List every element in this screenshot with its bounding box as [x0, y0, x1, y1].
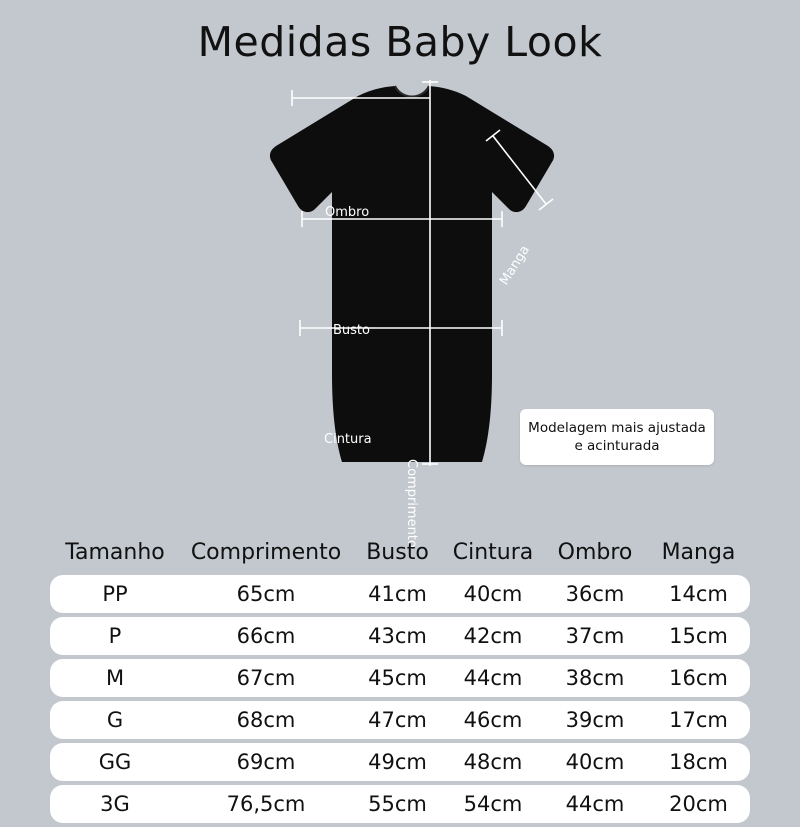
cell-busto: 43cm	[352, 617, 443, 655]
cell-manga: 16cm	[647, 659, 750, 697]
shirt-diagram	[0, 74, 800, 548]
cell-manga: 14cm	[647, 575, 750, 613]
cell-comprimento: 76,5cm	[180, 785, 352, 823]
cell-comprimento: 69cm	[180, 743, 352, 781]
cell-cintura: 46cm	[443, 701, 543, 739]
cell-size: P	[50, 617, 180, 655]
cell-cintura: 42cm	[443, 617, 543, 655]
cell-comprimento: 66cm	[180, 617, 352, 655]
cell-busto: 55cm	[352, 785, 443, 823]
cell-busto: 41cm	[352, 575, 443, 613]
cell-ombro: 39cm	[543, 701, 647, 739]
column-header-ombro: Ombro	[557, 540, 633, 565]
cell-cintura: 48cm	[443, 743, 543, 781]
table-row	[50, 701, 750, 739]
column-header-cintura: Cintura	[452, 540, 534, 565]
cell-ombro: 44cm	[543, 785, 647, 823]
table-row	[50, 785, 750, 823]
label-manga: Manga	[497, 242, 533, 288]
cell-manga: 18cm	[647, 743, 750, 781]
page-title: Medidas Baby Look	[197, 18, 603, 66]
label-busto: Busto	[333, 323, 370, 338]
cell-ombro: 36cm	[543, 575, 647, 613]
cell-size: G	[50, 701, 180, 739]
table-row	[50, 575, 750, 613]
column-header-comprimento: Comprimento	[190, 540, 342, 565]
column-header-tamanho: Tamanho	[65, 540, 165, 565]
table-header-row	[50, 540, 750, 571]
cell-ombro: 40cm	[543, 743, 647, 781]
cell-cintura: 40cm	[443, 575, 543, 613]
label-comprimento: Comprimento	[404, 459, 419, 548]
cell-size: 3G	[50, 785, 180, 823]
cell-manga: 15cm	[647, 617, 750, 655]
cell-busto: 45cm	[352, 659, 443, 697]
cell-ombro: 38cm	[543, 659, 647, 697]
label-ombro: Ombro	[325, 205, 370, 220]
cell-size: PP	[50, 575, 180, 613]
size-table	[50, 536, 750, 827]
fit-note-callout: Modelagem mais ajustada e acinturada	[520, 409, 714, 465]
manga-bottom-cap	[539, 199, 553, 210]
cell-busto: 49cm	[352, 743, 443, 781]
cell-size: GG	[50, 743, 180, 781]
cell-size: M	[50, 659, 180, 697]
column-header-manga: Manga	[661, 540, 736, 565]
cell-comprimento: 65cm	[180, 575, 352, 613]
cell-cintura: 44cm	[443, 659, 543, 697]
cell-comprimento: 67cm	[180, 659, 352, 697]
cell-ombro: 37cm	[543, 617, 647, 655]
cell-busto: 47cm	[352, 701, 443, 739]
table-row	[50, 659, 750, 697]
cell-manga: 20cm	[647, 785, 750, 823]
size-table-area	[50, 536, 750, 827]
column-header-busto: Busto	[366, 540, 429, 565]
table-row	[50, 743, 750, 781]
cell-manga: 17cm	[647, 701, 750, 739]
cell-comprimento: 68cm	[180, 701, 352, 739]
label-cintura: Cintura	[324, 432, 372, 447]
table-row	[50, 617, 750, 655]
cell-cintura: 54cm	[443, 785, 543, 823]
